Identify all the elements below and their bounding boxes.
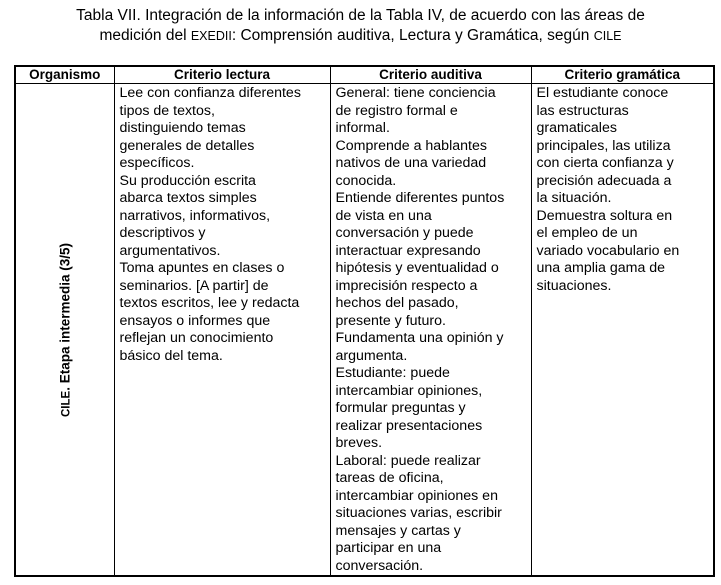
lectura-line: ensayos o informes que [119, 312, 271, 329]
auditiva-line: nativos de una variedad [335, 155, 487, 171]
auditiva-line: realizar presentaciones [335, 417, 483, 434]
auditiva-line: de registro formal e [335, 102, 458, 119]
auditiva-line: intercambiar opiniones, [335, 382, 483, 399]
organismo-cell [15, 84, 114, 577]
caption-text-a: medición del [99, 27, 191, 44]
organismo-label [57, 243, 72, 417]
auditiva-line: conversación y puede [335, 225, 474, 241]
lectura-line: seminarios. [A partir] de [119, 277, 269, 294]
organismo-etapa: . Etapa intermedia (3/5) [57, 242, 73, 391]
auditiva-line: intercambiar opiniones en [335, 487, 498, 504]
auditiva-line: conversación. [335, 557, 424, 574]
gramatica-line: con cierta confianza y [536, 155, 674, 171]
gramatica-line: las estructuras [536, 102, 629, 119]
gramatica-line: gramaticales [536, 120, 617, 136]
auditiva-line: tareas de oficina, [335, 470, 444, 486]
auditiva-line: formular preguntas y [335, 400, 466, 416]
criteria-table [14, 65, 715, 577]
auditiva-line: informal. [335, 120, 390, 136]
lectura-line: descriptivos y [119, 225, 206, 241]
header-criterio-lectura: Criterio lectura [114, 66, 330, 84]
auditiva-cell [330, 84, 531, 577]
caption-line-2 [0, 26, 721, 46]
gramatica-line: una amplia gama de [536, 260, 666, 276]
lectura-line: argumentativos. [119, 242, 221, 259]
gramatica-line: situaciones. [536, 277, 612, 294]
auditiva-line: mensajes y cartas y [335, 522, 461, 539]
auditiva-line: interactuar expresando [335, 242, 481, 259]
auditiva-line: Laboral: puede realizar [335, 452, 481, 469]
auditiva-line: Fundamenta una opinión y [335, 330, 504, 346]
auditiva-line: argumenta. [335, 347, 408, 364]
gramatica-cell [531, 84, 714, 577]
gramatica-line: la situación. [536, 190, 612, 206]
auditiva-line: de vista en una [335, 207, 432, 224]
auditiva-text [336, 85, 527, 575]
header-organismo: Organismo [15, 66, 114, 84]
lectura-line: específicos. [119, 155, 195, 171]
lectura-line: abarca textos simples [119, 190, 257, 206]
lectura-line: Su producción escrita [119, 172, 256, 189]
auditiva-line: Estudiante: puede [335, 365, 450, 381]
auditiva-line: General: tiene conciencia [335, 85, 496, 101]
auditiva-line: conocida. [335, 172, 397, 189]
lectura-line: reflejan un conocimiento [119, 330, 274, 346]
table-caption [0, 6, 721, 46]
lectura-line: distinguiendo temas [119, 120, 246, 136]
auditiva-line: hechos del pasado, [335, 295, 459, 311]
lectura-line: Toma apuntes en clases o [119, 260, 285, 276]
auditiva-line: participar en una [335, 540, 442, 556]
gramatica-line: variado vocabulario en [536, 242, 680, 259]
auditiva-line: Comprende a hablantes [335, 137, 487, 154]
gramatica-line: el empleo de un [536, 225, 638, 241]
auditiva-line: situaciones varias, escribir [335, 505, 502, 521]
gramatica-line: precisión adecuada a [536, 172, 672, 189]
caption-line-1: Tabla VII. Integración de la información de la Tabla IV, de acuerdo con las áreas de [76, 7, 645, 24]
lectura-cell [114, 84, 330, 577]
auditiva-line: presente y futuro. [335, 312, 446, 329]
gramatica-line: principales, las utiliza [536, 137, 671, 154]
header-row [15, 66, 714, 84]
lectura-line: básico del tema. [119, 347, 223, 364]
lectura-line: tipos de textos, [119, 102, 215, 119]
lectura-line: narrativos, informativos, [119, 207, 271, 224]
auditiva-line: hipótesis y eventualidad o [335, 260, 499, 276]
lectura-line: textos escritos, lee y redacta [119, 295, 300, 311]
caption-text-c: : Comprensión auditiva, Lectura y Gramática, según [231, 27, 594, 44]
lectura-line: generales de detalles [119, 137, 255, 154]
auditiva-line: Entiende diferentes puntos [335, 190, 505, 206]
auditiva-line: imprecisión respecto a [335, 277, 478, 294]
auditiva-line: breves. [335, 435, 383, 451]
caption-cile: CILE [593, 29, 622, 43]
gramatica-text [537, 85, 710, 295]
lectura-text [120, 85, 326, 365]
lectura-line: Lee con confianza diferentes [119, 85, 301, 101]
organismo-cile: CILE [60, 390, 73, 417]
header-criterio-auditiva: Criterio auditiva [330, 66, 531, 84]
gramatica-line: El estudiante conoce [536, 85, 669, 101]
caption-exedii: EXEDII [190, 29, 232, 43]
gramatica-line: Demuestra soltura en [536, 207, 673, 224]
header-criterio-gramatica: Criterio gramática [531, 66, 714, 84]
table-row [15, 84, 714, 577]
